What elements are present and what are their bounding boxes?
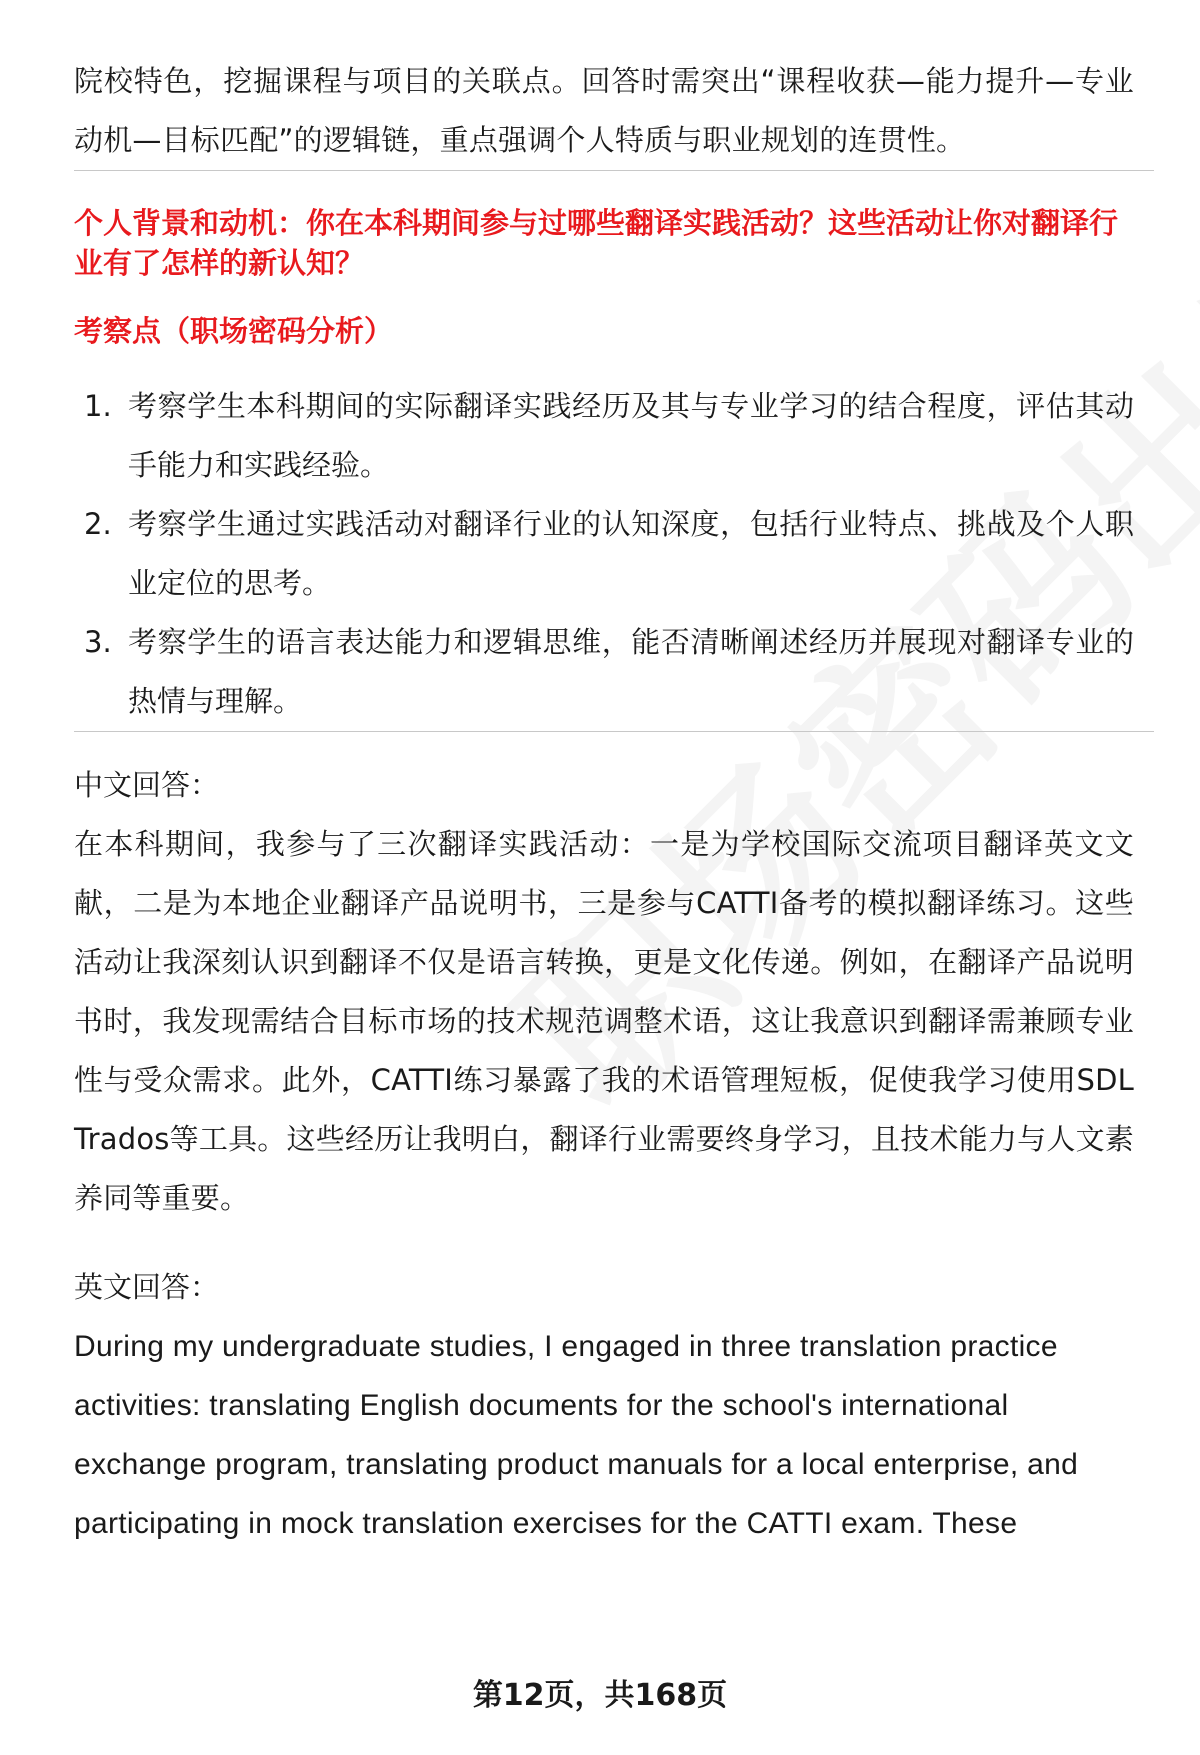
list-item — [74, 495, 1134, 613]
document-page — [74, 52, 1134, 1553]
question-heading: 个人背景和动机：你在本科期间参与过哪些翻译实践活动？这些活动让你对翻译行业有了怎样的新认知？ — [74, 206, 1119, 280]
english-answer-label: 英文回答： — [74, 1270, 220, 1304]
list-item-text: 考察学生通过实践活动对翻译行业的认知深度，包括行业特点、挑战及个人职业定位的思考。 — [128, 507, 1134, 600]
list-number: 2. — [84, 507, 112, 541]
list-number: 3. — [84, 625, 112, 659]
assessment-points-list — [74, 377, 1134, 731]
list-item — [74, 377, 1134, 495]
divider — [74, 170, 1154, 171]
chinese-answer-label: 中文回答： — [74, 768, 220, 802]
intro-paragraph: 院校特色，挖掘课程与项目的关联点。回答时需突出“课程收获—能力提升—专业动机—目标匹配”的逻辑链，重点强调个人特质与职业规划的连贯性。 — [74, 64, 1134, 157]
english-answer-paragraph: During my undergraduate studies, I engaged in three translation practice activities: translating English documents for the school's international exchange program, translating product manuals for a local enterprise, and participating in mock translation exercises for the CATTI exam. These — [74, 1330, 1079, 1540]
page-number-footer: 第12页，共168页 — [472, 1678, 728, 1713]
list-number: 1. — [84, 389, 112, 423]
divider — [74, 731, 1154, 732]
list-item-text: 考察学生本科期间的实际翻译实践经历及其与专业学习的结合程度，评估其动手能力和实践经验。 — [128, 389, 1134, 482]
list-item — [74, 613, 1134, 731]
list-item-text: 考察学生的语言表达能力和逻辑思维，能否清晰阐述经历并展现对翻译专业的热情与理解。 — [128, 625, 1134, 718]
assessment-subheading: 考察点（职场密码分析） — [74, 314, 394, 348]
chinese-answer-paragraph: 在本科期间，我参与了三次翻译实践活动：一是为学校国际交流项目翻译英文文献，二是为本地企业翻译产品说明书，三是参与CATTI备考的模拟翻译练习。这些活动让我深刻认识到翻译不仅是语言转换，更是文化传递。例如，在翻译产品说明书时，我发现需结合目标市场的技术规范调整术语，这让我意识到翻译需兼顾专业性与受众需求。此外，CATTI练习暴露了我的术语管理短板，促使我学习使用SDL Trados等工具。这些经历让我明白，翻译行业需要终身学习，且技术能力与人文素养同等重要。 — [74, 827, 1134, 1215]
